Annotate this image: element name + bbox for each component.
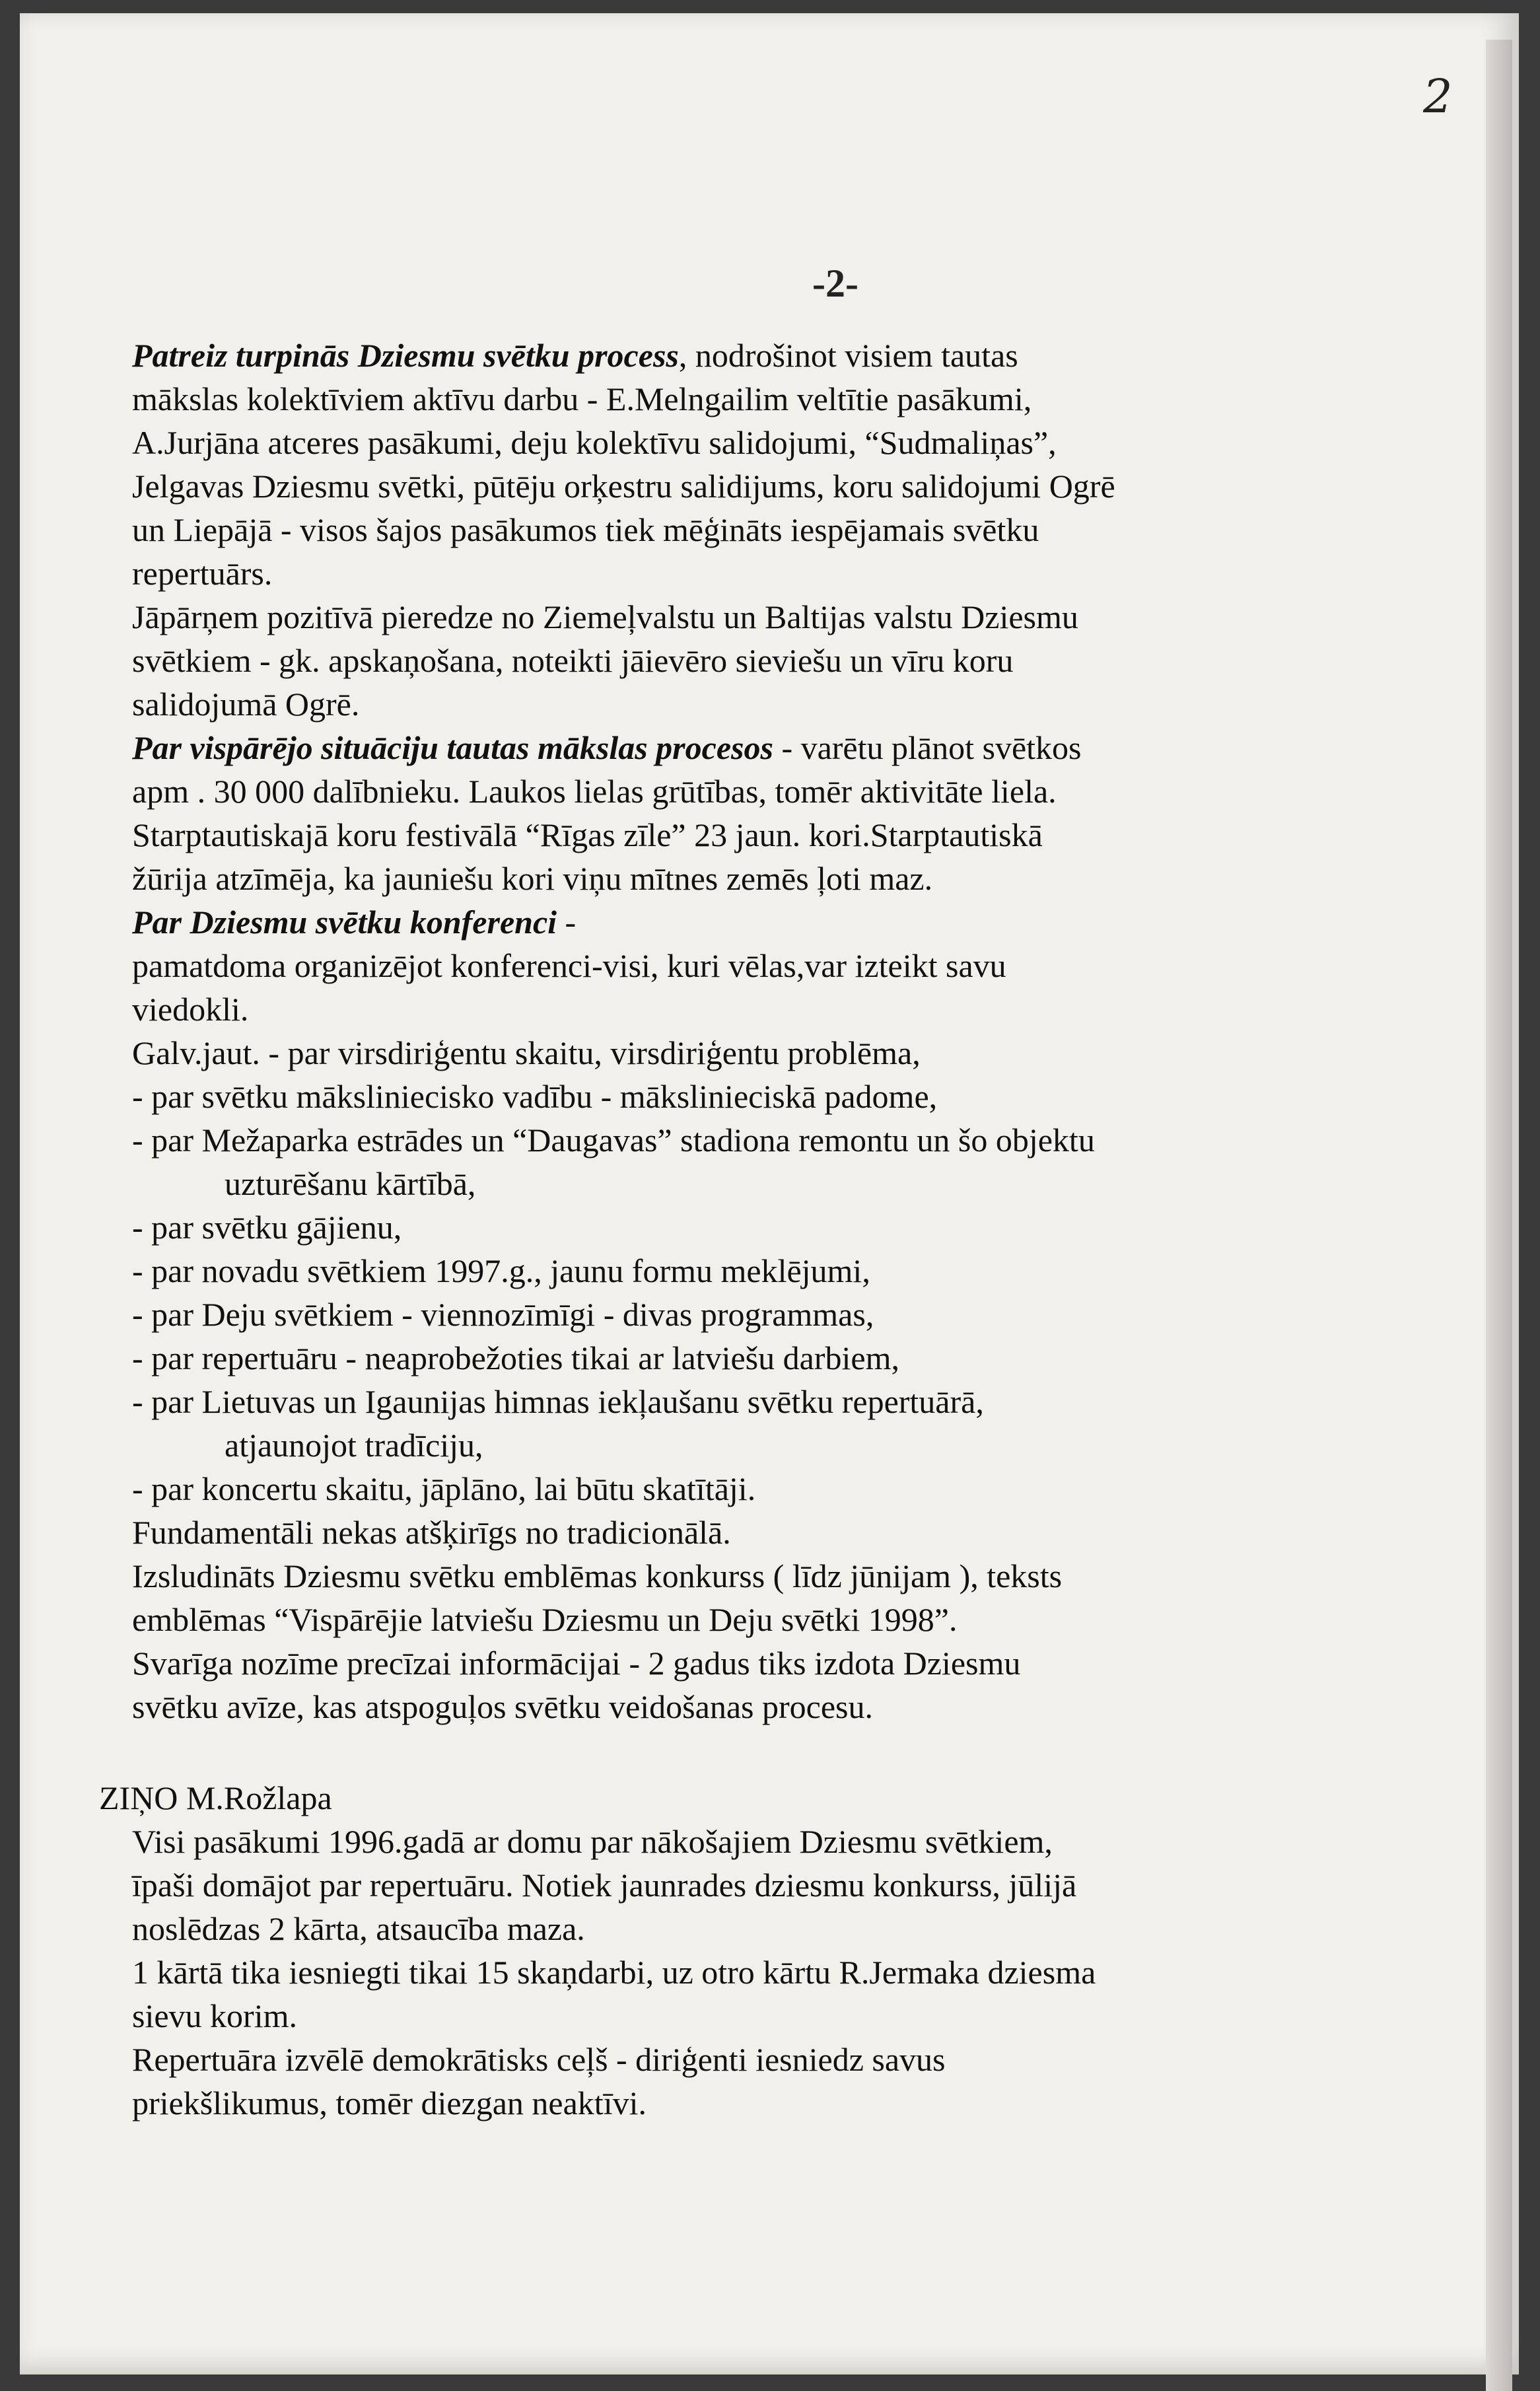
list-item: - par koncertu skaitu, jāplāno, lai būtu skatītāji. [132,1470,756,1507]
text-line: īpaši domājot par repertuāru. Notiek jaunrades dziesmu konkurss, jūlijā [132,1867,1077,1904]
page-number: -2- [812,262,858,305]
list-item: - par repertuāru - neaprobežoties tikai ar latviešu darbiem, [132,1339,899,1376]
text-line: svētku avīze, kas atspoguļos svētku veidošanas procesu. [132,1688,873,1725]
text-line: apm . 30 000 dalībnieku. Laukos lielas grūtības, tomēr aktivitāte liela. [132,773,1057,810]
list-item: - par svētku gājienu, [132,1209,402,1246]
text-line [132,334,1420,377]
document-body [99,334,1420,2125]
list-item: - par Mežaparka estrādes un “Daugavas” stadiona remontu un šo objektu [132,1122,1095,1159]
emphasis-heading: Patreiz turpinās Dziesmu svētku process [132,337,679,374]
text-line: Jāpārņem pozitīvā pieredze no Ziemeļvalstu un Baltijas valstu Dziesmu [132,598,1078,635]
text-line: un Liepājā - visos šajos pasākumos tiek mēģināts iespējamais svētku [132,511,1039,548]
text-line: Svarīga nozīme precīzai informācijai - 2 gadus tiks izdota Dziesmu [132,1645,1021,1682]
handwritten-page-mark: 2 [1423,69,1453,124]
text-line: emblēmas “Vispārējie latviešu Dziesmu un Deju svētki 1998”. [132,1601,958,1638]
text-line: viedokli. [132,991,249,1028]
list-item: - par novadu svētkiem 1997.g., jaunu formu meklējumi, [132,1252,870,1289]
text-line: Repertuāra izvēlē demokrātisks ceļš - diriģenti iesniedz savus [132,2041,946,2078]
spacer [132,1729,1420,1776]
list-item-continuation: atjaunojot tradīciju, [225,1427,483,1464]
text-line: salidojumā Ogrē. [132,686,360,723]
text-line: Jelgavas Dziesmu svētki, pūtēju orķestru salidijums, koru salidojumi Ogrē [132,468,1115,505]
text-run: - [557,904,577,941]
text-line: A.Jurjāna atceres pasākumi, deju kolektīvu salidojumi, “Sudmaliņas”, [132,424,1057,461]
text-line: Starptautiskajā koru festivālā “Rīgas zīle” 23 jaun. kori.Starptautiskā [132,816,1043,853]
text-line: sievu korim. [132,1997,297,2034]
list-item: - par svētku māksliniecisko vadību - mākslinieciskā padome, [132,1078,938,1115]
text-line [132,900,1420,944]
list-item: - par Deju svētkiem - viennozīmīgi - divas programmas, [132,1296,874,1333]
text-run: , nodrošinot visiem tautas [678,337,1018,374]
list-item: - par Lietuvas un Igaunijas himnas iekļaušanu svētku repertuārā, [132,1383,984,1420]
text-line [132,726,1420,769]
text-line: Fundamentāli nekas atšķirīgs no tradicionālā. [132,1514,731,1551]
speaker-heading: ZIŅO M.Rožlapa [99,1779,332,1816]
text-line: svētkiem - gk. apskaņošana, noteikti jāievēro sieviešu un vīru koru [132,642,1014,679]
text-line: mākslas kolektīviem aktīvu darbu - E.Melngailim veltītie pasākumi, [132,380,1032,417]
emphasis-heading: Par vispārējo situāciju tautas mākslas procesos [132,729,773,766]
list-item-continuation: uzturēšanu kārtībā, [225,1165,476,1202]
text-run: - varētu plānot svētkos [773,729,1082,766]
text-line: repertuārs. [132,555,273,592]
text-line: Izsludināts Dziesmu svētku emblēmas konkurss ( līdz jūnijam ), teksts [132,1557,1063,1594]
text-line: priekšlikumus, tomēr diezgan neaktīvi. [132,2085,647,2122]
text-line: 1 kārtā tika iesniegti tikai 15 skaņdarbi, uz otro kārtu R.Jermaka dziesma [132,1954,1096,1991]
text-line: žūrija atzīmēja, ka jauniešu kori viņu mītnes zemēs ļoti maz. [132,860,933,897]
text-line: pamatdoma organizējot konferenci-visi, kuri vēlas,var izteikt savu [132,947,1006,984]
page-edge [1486,40,1512,2391]
emphasis-heading: Par Dziesmu svētku konferenci [132,904,557,941]
text-line: noslēdzas 2 kārta, atsaucība maza. [132,1910,585,1947]
text-line: Galv.jaut. - par virsdiriģentu skaitu, virsdiriģentu problēma, [132,1034,921,1071]
text-line: Visi pasākumi 1996.gadā ar domu par nākošajiem Dziesmu svētkiem, [132,1823,1053,1860]
